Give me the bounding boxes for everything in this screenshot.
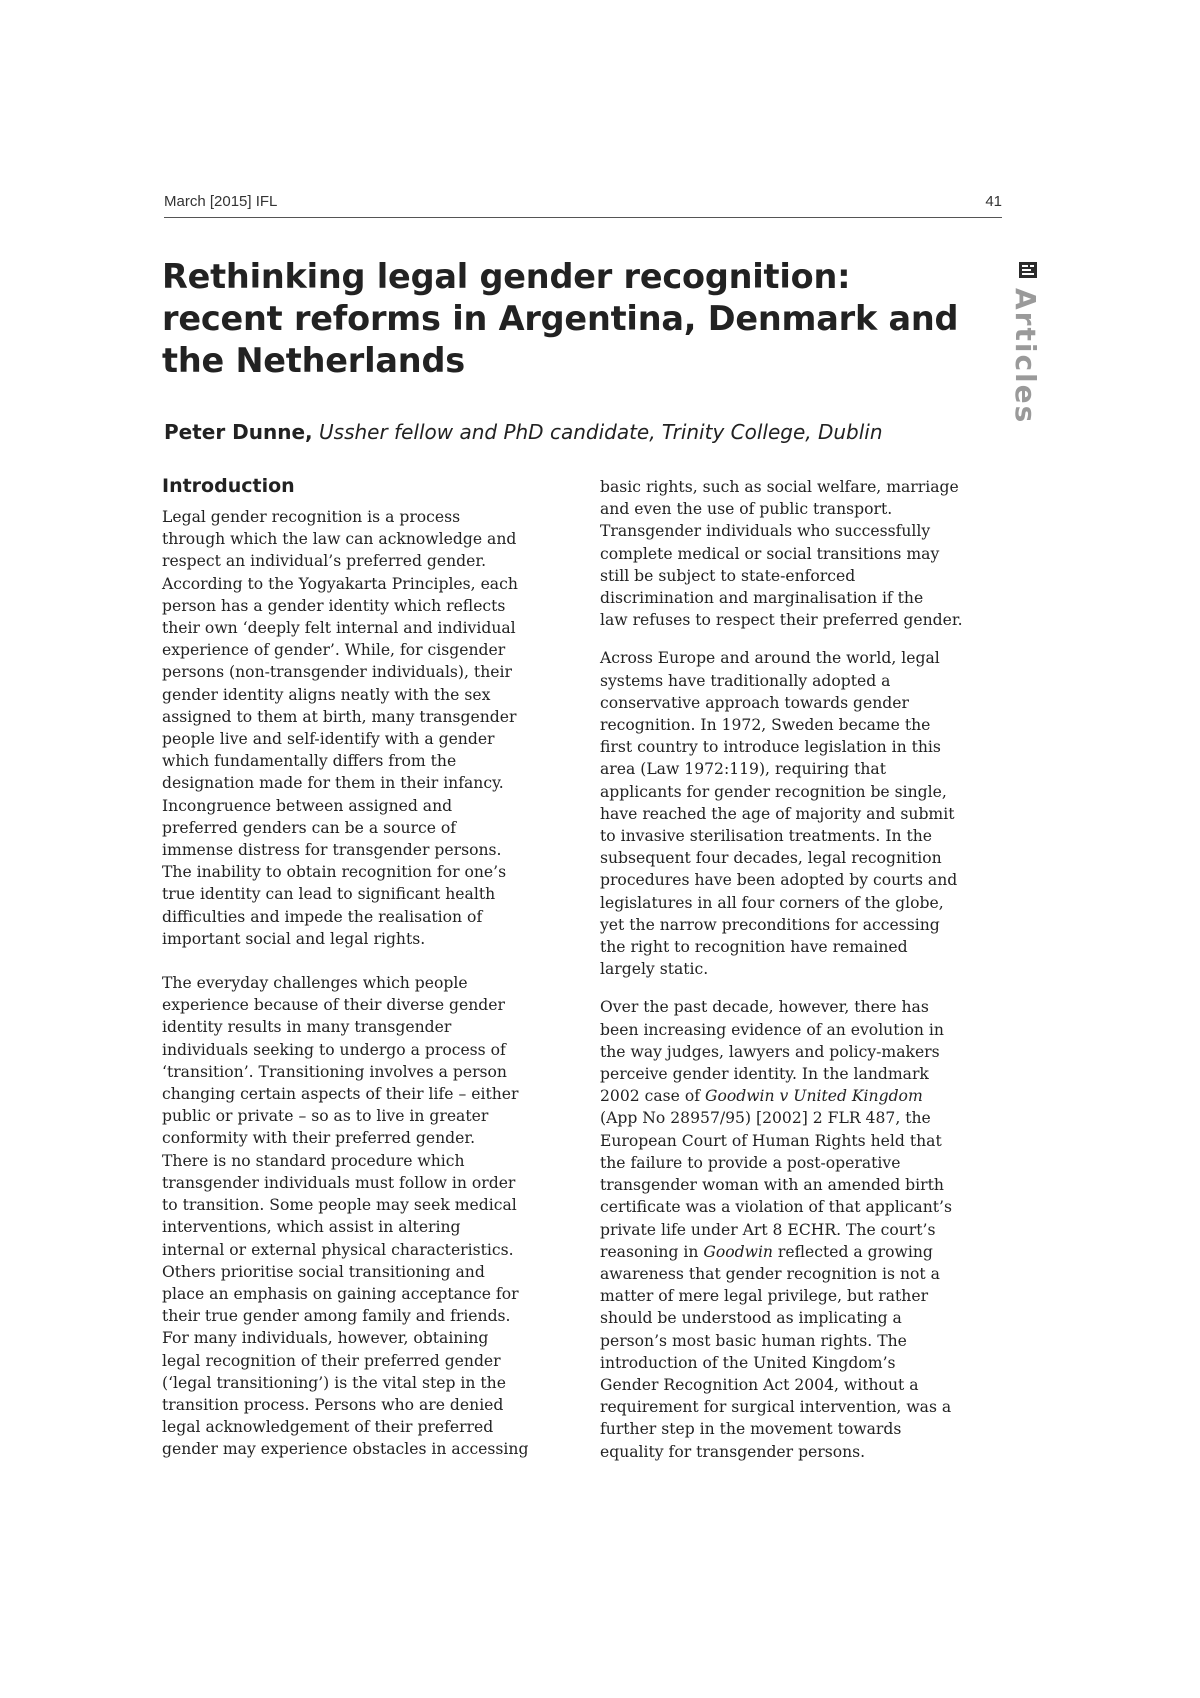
text-line: applicants for gender recognition be single, — [600, 782, 947, 801]
title-line: recent reforms in Argentina, Denmark and — [162, 299, 959, 338]
text-line: preferred genders can be a source of — [162, 818, 457, 837]
text-line: the failure to provide a post-operative — [600, 1153, 901, 1172]
text-line: their true gender among family and friends. — [162, 1307, 511, 1326]
text-line: procedures have been adopted by courts and — [600, 871, 958, 890]
article-title — [162, 256, 1012, 382]
text-line: law refuses to respect their preferred gender. — [600, 611, 963, 630]
text-line: European Court of Human Rights held that — [600, 1131, 942, 1150]
text-line: designation made for them in their infancy. — [162, 774, 504, 793]
text-line: gender may experience obstacles in accessing — [162, 1440, 529, 1459]
text-line: private life under Art 8 ECHR. The court’s — [600, 1220, 936, 1239]
case-name: Goodwin — [703, 1242, 773, 1261]
text-line: recognition. In 1972, Sweden became the — [600, 716, 931, 735]
text-line: Others prioritise social transitioning and — [162, 1262, 485, 1281]
case-name: Goodwin v United Kingdom — [704, 1087, 923, 1106]
text-line: person has a gender identity which reflects — [162, 596, 506, 615]
text-line: legislatures in all four corners of the globe, — [600, 893, 944, 912]
text-line: The everyday challenges which people — [162, 974, 468, 993]
text-line: the way judges, lawyers and policy-makers — [600, 1042, 940, 1061]
journal-issue: March [2015] IFL — [164, 193, 278, 210]
running-head — [164, 193, 1002, 210]
paragraph — [162, 506, 572, 950]
paragraph — [600, 996, 1010, 1462]
text-line: According to the Yogyakarta Principles, each — [162, 574, 518, 593]
text-line: difficulties and impede the realisation of — [162, 907, 483, 926]
text-line: perceive gender identity. In the landmark — [600, 1065, 929, 1084]
text-line — [600, 1085, 1010, 1107]
text-line: which fundamentally differs from the — [162, 752, 457, 771]
text-line: to transition. Some people may seek medical — [162, 1196, 517, 1215]
text-line: (App No 28957/95) [2002] 2 FLR 487, the — [600, 1109, 931, 1128]
text-line: been increasing evidence of an evolution in — [600, 1020, 944, 1039]
text-line: awareness that gender recognition is not a — [600, 1264, 940, 1283]
text-line: to invasive sterilisation treatments. In the — [600, 827, 933, 846]
text-line: still be subject to state-enforced — [600, 566, 856, 585]
text-line: transition process. Persons who are denied — [162, 1395, 504, 1414]
text-line: persons (non-transgender individuals), their — [162, 663, 512, 682]
text-line: (‘legal transitioning’) is the vital step in the — [162, 1373, 506, 1392]
text-line: transgender woman with an amended birth — [600, 1176, 944, 1195]
text-line: yet the narrow preconditions for accessing — [600, 915, 940, 934]
text-line: discrimination and marginalisation if the — [600, 589, 924, 608]
paragraph — [600, 647, 1010, 980]
text-line: assigned to them at birth, many transgender — [162, 707, 517, 726]
byline — [164, 420, 1004, 444]
text-line: certificate was a violation of that applicant’s — [600, 1198, 953, 1217]
right-column — [600, 476, 1010, 1463]
text-line: complete medical or social transitions may — [600, 544, 940, 563]
text-line: their own ‘deeply felt internal and individual — [162, 619, 516, 638]
text-line: Over the past decade, however, there has — [600, 998, 929, 1017]
text-line: interventions, which assist in altering — [162, 1218, 461, 1237]
text-line: identity results in many transgender — [162, 1018, 452, 1037]
text-line: requirement for surgical intervention, was a — [600, 1398, 952, 1417]
text-line: Legal gender recognition is a process — [162, 508, 461, 526]
text-line: equality for transgender persons. — [600, 1442, 866, 1461]
text-line: area (Law 1972:119), requiring that — [600, 760, 886, 779]
text-line: conservative approach towards gender — [600, 693, 909, 712]
title-line: the Netherlands — [162, 341, 465, 380]
text-fragment: reasoning in — [600, 1242, 704, 1261]
text-line: individuals seeking to undergo a process of — [162, 1040, 506, 1059]
text-line: introduction of the United Kingdom’s — [600, 1353, 896, 1372]
text-line: experience because of their diverse gender — [162, 996, 505, 1015]
text-line: matter of mere legal privilege, but rather — [600, 1287, 929, 1306]
header-rule — [164, 217, 1002, 218]
text-line: ‘transition’. Transitioning involves a person — [162, 1062, 507, 1081]
text-line: should be understood as implicating a — [600, 1309, 902, 1328]
text-line: systems have traditionally adopted a — [600, 671, 891, 690]
text-line: internal or external physical characteristics. — [162, 1240, 514, 1259]
text-line: gender identity aligns neatly with the sex — [162, 685, 491, 704]
text-fragment: reflected a growing — [772, 1242, 933, 1261]
text-line: first country to introduce legislation in this — [600, 738, 941, 757]
author-name: Peter Dunne, — [164, 420, 313, 444]
section-heading: Introduction — [162, 475, 295, 497]
paragraph — [600, 476, 1010, 631]
text-line: basic rights, such as social welfare, marriage — [600, 478, 959, 496]
text-line: true identity can lead to significant health — [162, 885, 496, 904]
text-line: Transgender individuals who successfully — [600, 522, 931, 541]
title-line: Rethinking legal gender recognition: — [162, 257, 851, 296]
text-line: largely static. — [600, 960, 709, 979]
text-line: For many individuals, however, obtaining — [162, 1329, 489, 1348]
text-line: experience of gender’. While, for cisgender — [162, 641, 506, 660]
text-line: important social and legal rights. — [162, 929, 426, 948]
section-tab — [1009, 262, 1044, 432]
paragraph — [162, 972, 572, 1460]
text-line: There is no standard procedure which — [162, 1151, 465, 1170]
text-line: subsequent four decades, legal recognition — [600, 849, 942, 868]
text-line: and even the use of public transport. — [600, 500, 893, 519]
page-number: 41 — [985, 193, 1002, 210]
page-marker-icon — [1019, 262, 1037, 278]
text-line: Incongruence between assigned and — [162, 796, 453, 815]
text-line: public or private – so as to live in greater — [162, 1107, 489, 1126]
text-line: place an emphasis on gaining acceptance for — [162, 1284, 519, 1303]
text-line: through which the law can acknowledge and — [162, 530, 517, 549]
text-line: Gender Recognition Act 2004, without a — [600, 1375, 919, 1394]
text-fragment: 2002 case of — [600, 1087, 705, 1106]
text-line — [600, 1241, 1010, 1263]
author-affiliation: Ussher fellow and PhD candidate, Trinity College, Dublin — [312, 420, 883, 444]
text-line: the right to recognition have remained — [600, 938, 908, 957]
text-line: transgender individuals must follow in order — [162, 1173, 516, 1192]
text-line: person’s most basic human rights. The — [600, 1331, 907, 1350]
text-line: legal recognition of their preferred gender — [162, 1351, 501, 1370]
text-line: have reached the age of majority and submit — [600, 804, 955, 823]
text-line: further step in the movement towards — [600, 1420, 902, 1439]
text-line: people live and self-identify with a gender — [162, 730, 495, 749]
text-line: The inability to obtain recognition for one’s — [162, 863, 507, 882]
text-line: conformity with their preferred gender. — [162, 1129, 476, 1148]
section-label: Articles — [1009, 288, 1042, 425]
text-line: legal acknowledgement of their preferred — [162, 1418, 494, 1437]
text-line: respect an individual’s preferred gender. — [162, 552, 487, 571]
text-line: immense distress for transgender persons. — [162, 841, 502, 860]
text-line: changing certain aspects of their life – either — [162, 1085, 519, 1104]
text-line: Across Europe and around the world, legal — [600, 649, 940, 668]
left-column — [162, 474, 572, 1461]
